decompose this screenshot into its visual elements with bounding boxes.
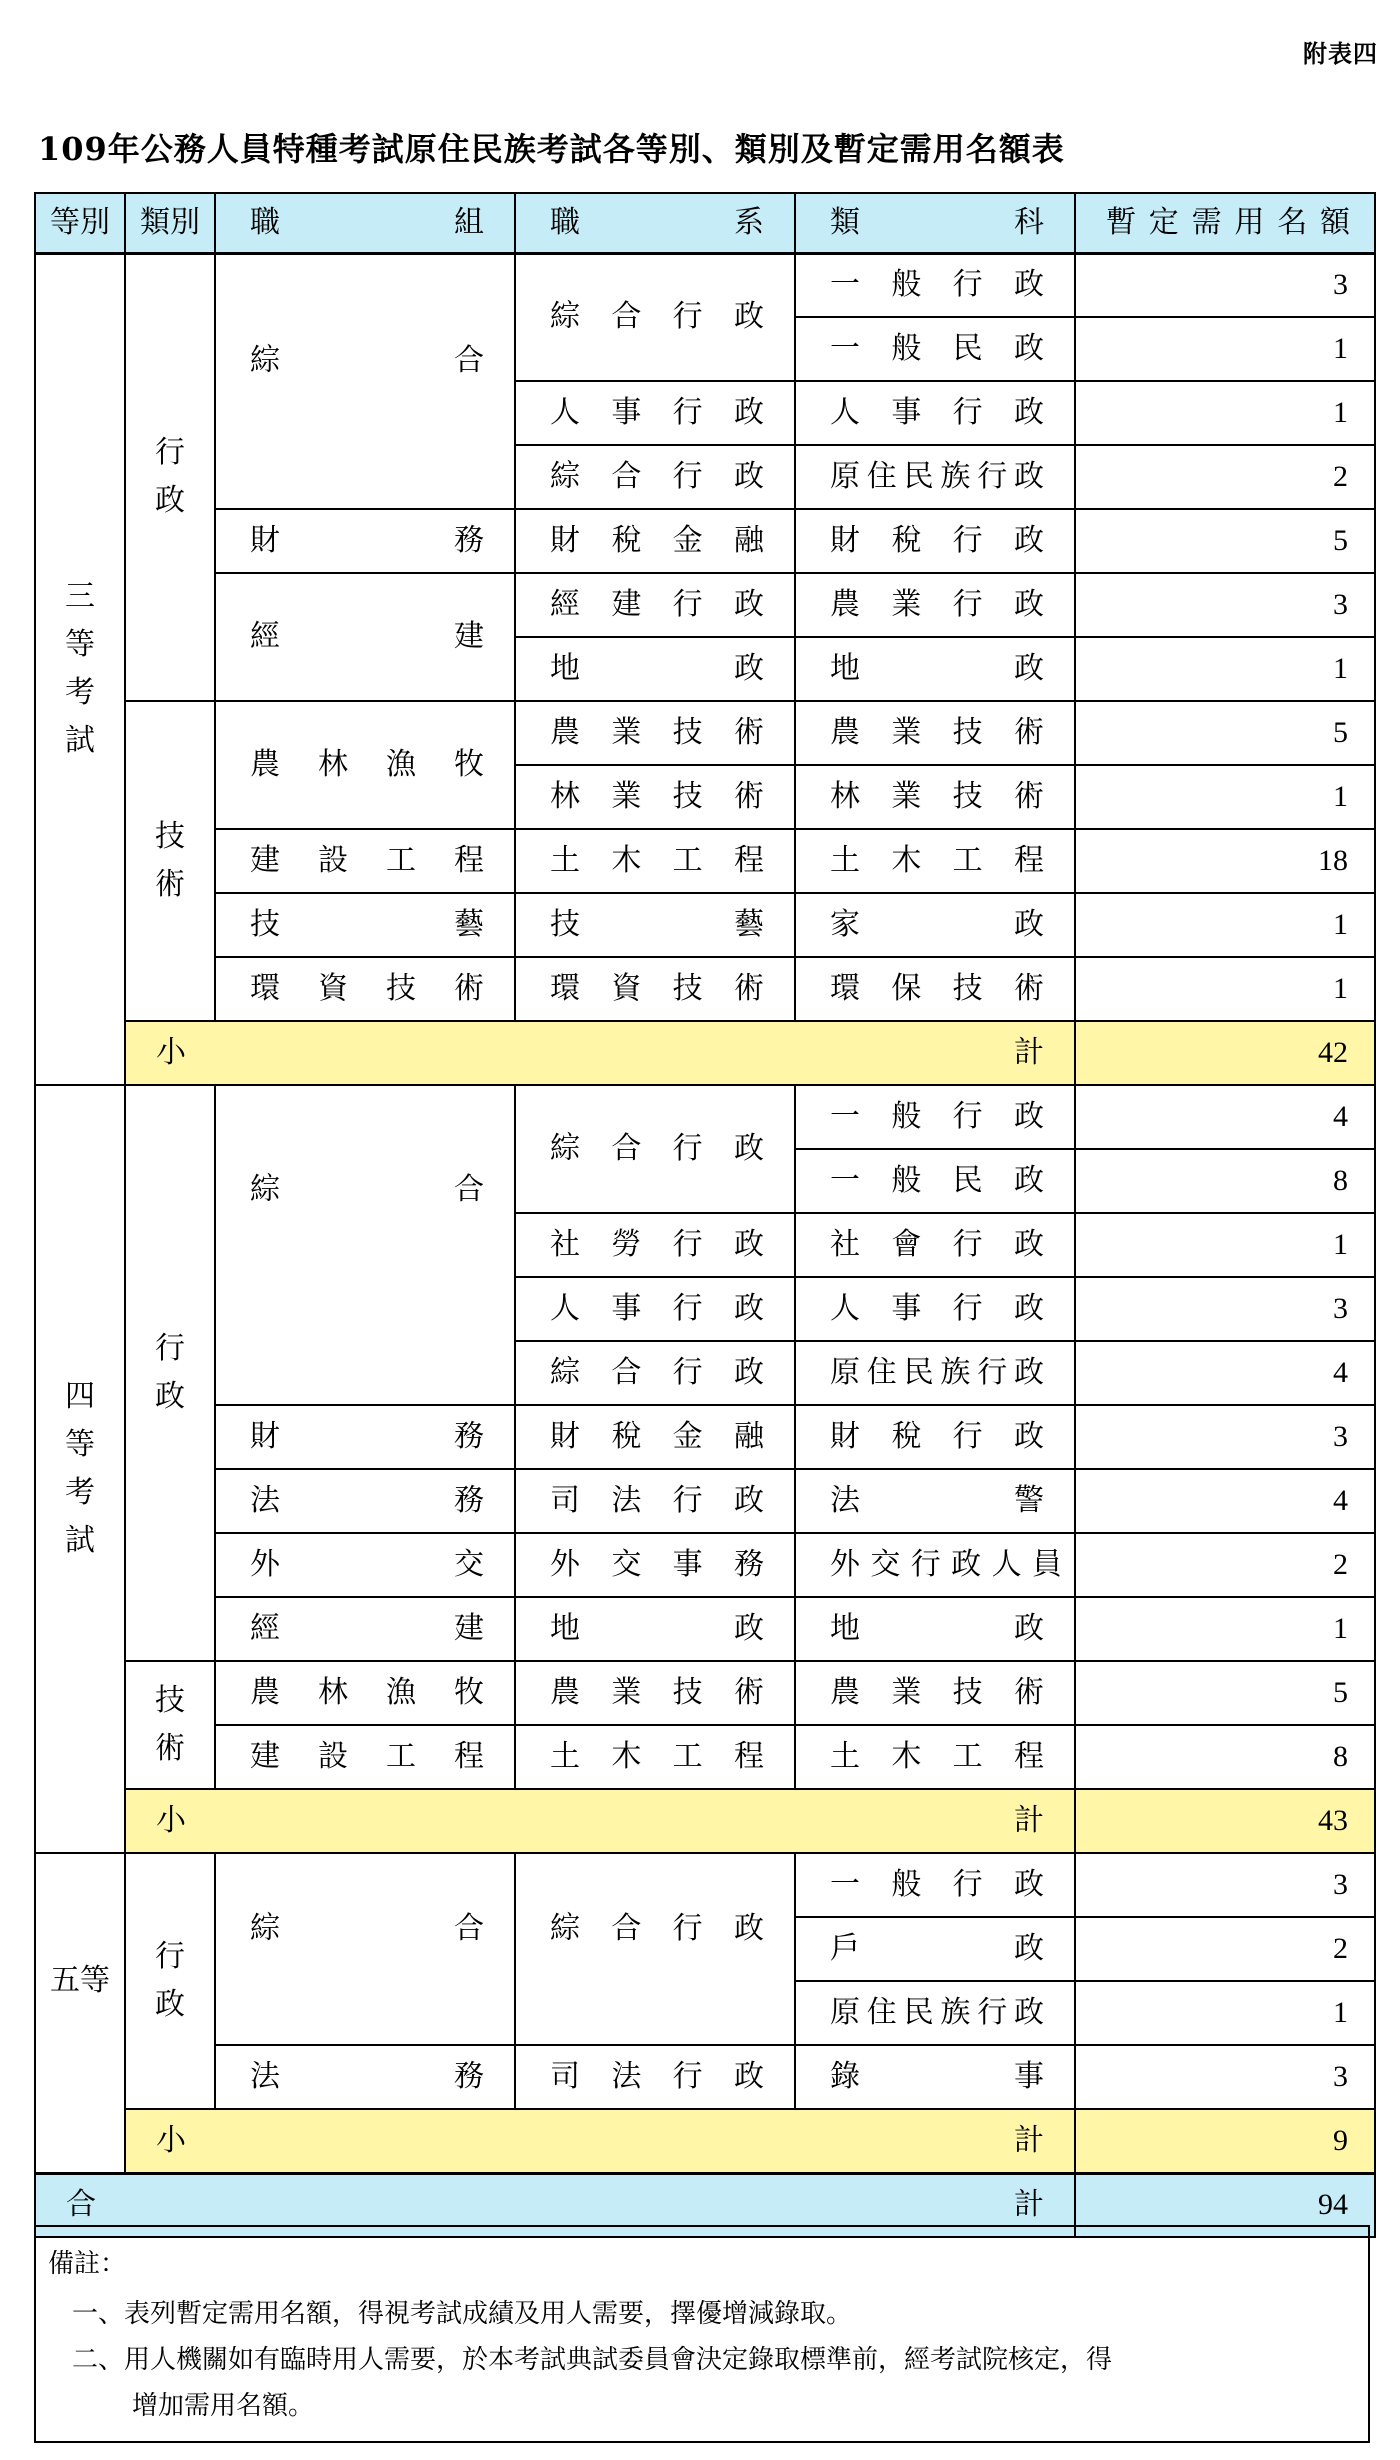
quota-cell: 1 <box>1075 1213 1375 1277</box>
quota-cell: 1 <box>1075 893 1375 957</box>
table-row <box>35 573 1375 637</box>
table-row <box>35 701 1375 765</box>
quota-cell: 1 <box>1075 637 1375 701</box>
subject-cell: 財 稅 行 政 <box>795 509 1075 573</box>
group-cell: 法 務 <box>215 1469 515 1533</box>
grade-cell-3: 三 等 考 試 <box>35 253 125 1085</box>
quota-cell: 3 <box>1075 1277 1375 1341</box>
series-cell: 司 法 行 政 <box>515 1469 795 1533</box>
series-cell: 技 藝 <box>515 893 795 957</box>
quota-cell: 1 <box>1075 317 1375 381</box>
group-cell: 經 建 <box>215 573 515 701</box>
header-category: 類別 <box>125 193 215 253</box>
header-subject: 類 科 <box>795 193 1075 253</box>
table-row <box>35 2045 1375 2109</box>
quota-cell: 1 <box>1075 957 1375 1021</box>
group-cell: 財 務 <box>215 509 515 573</box>
category-cell-admin: 行 政 <box>125 1853 215 2109</box>
page-title: 109年公務人員特種考試原住民族考試各等別、類別及暫定需用名額表 <box>38 130 1065 168</box>
header-grade: 等別 <box>35 193 125 253</box>
series-cell: 財 稅 金 融 <box>515 509 795 573</box>
subtotal-row <box>35 2109 1375 2173</box>
subject-cell: 農 業 技 術 <box>795 701 1075 765</box>
quota-cell: 8 <box>1075 1149 1375 1213</box>
quota-table <box>34 192 1376 2238</box>
note-item-2: 二、用人機關如有臨時用人需要，於本考試典試委員會決定錄取標準前，經考試院核定，得 <box>72 2345 1113 2375</box>
series-cell: 綜 合 行 政 <box>515 253 795 381</box>
group-cell: 建 設 工 程 <box>215 1725 515 1789</box>
subject-cell: 農 業 技 術 <box>795 1661 1075 1725</box>
table-header-row <box>35 193 1375 253</box>
subject-cell: 原 住 民 族 行 政 <box>795 1981 1075 2045</box>
notes-box <box>34 2225 1370 2443</box>
series-cell: 地 政 <box>515 1597 795 1661</box>
subtotal-label: 小 計 <box>125 1789 1075 1853</box>
subject-cell: 財 稅 行 政 <box>795 1405 1075 1469</box>
grade-cell-4: 四 等 考 試 <box>35 1085 125 1853</box>
series-cell: 經 建 行 政 <box>515 573 795 637</box>
quota-cell: 1 <box>1075 1597 1375 1661</box>
subject-cell: 土 木 工 程 <box>795 829 1075 893</box>
grade-cell-5: 五等 <box>35 1853 125 2173</box>
header-series: 職 系 <box>515 193 795 253</box>
group-cell: 農 林 漁 牧 <box>215 701 515 829</box>
subject-cell: 土 木 工 程 <box>795 1725 1075 1789</box>
table-row <box>35 253 1375 317</box>
table-row <box>35 509 1375 573</box>
grand-total-value: 94 <box>1075 2173 1375 2237</box>
group-cell: 綜 合 <box>215 253 515 509</box>
annex-label: 附表四 <box>1303 39 1378 68</box>
group-cell: 財 務 <box>215 1405 515 1469</box>
quota-cell: 4 <box>1075 1469 1375 1533</box>
quota-cell: 4 <box>1075 1085 1375 1149</box>
quota-cell: 1 <box>1075 381 1375 445</box>
subject-cell: 原 住 民 族 行 政 <box>795 1341 1075 1405</box>
header-group: 職 組 <box>215 193 515 253</box>
series-cell: 地 政 <box>515 637 795 701</box>
grand-total-label: 合 計 <box>35 2173 1075 2237</box>
group-cell: 綜 合 <box>215 1853 515 2045</box>
table-row <box>35 957 1375 1021</box>
table-row <box>35 1853 1375 1917</box>
subject-cell: 錄 事 <box>795 2045 1075 2109</box>
subject-cell: 一 般 民 政 <box>795 317 1075 381</box>
table-row <box>35 829 1375 893</box>
header-quota: 暫 定 需 用 名 額 <box>1075 193 1375 253</box>
series-cell: 土 木 工 程 <box>515 829 795 893</box>
subject-cell: 一 般 行 政 <box>795 1085 1075 1149</box>
quota-cell: 5 <box>1075 509 1375 573</box>
quota-cell: 18 <box>1075 829 1375 893</box>
series-cell: 社 勞 行 政 <box>515 1213 795 1277</box>
series-cell: 財 稅 金 融 <box>515 1405 795 1469</box>
quota-cell: 3 <box>1075 1405 1375 1469</box>
subject-cell: 人 事 行 政 <box>795 381 1075 445</box>
subject-cell: 一 般 民 政 <box>795 1149 1075 1213</box>
category-cell-admin: 行 政 <box>125 253 215 701</box>
quota-cell: 3 <box>1075 253 1375 317</box>
series-cell: 農 業 技 術 <box>515 1661 795 1725</box>
subtotal-value: 42 <box>1075 1021 1375 1085</box>
quota-cell: 3 <box>1075 573 1375 637</box>
series-cell: 環 資 技 術 <box>515 957 795 1021</box>
subject-cell: 農 業 行 政 <box>795 573 1075 637</box>
table-row <box>35 1725 1375 1789</box>
subject-cell: 地 政 <box>795 637 1075 701</box>
group-cell: 法 務 <box>215 2045 515 2109</box>
subject-cell: 林 業 技 術 <box>795 765 1075 829</box>
notes-title: 備註： <box>48 2249 127 2279</box>
subtotal-label: 小 計 <box>125 1021 1075 1085</box>
series-cell: 司 法 行 政 <box>515 2045 795 2109</box>
subject-cell: 戶 政 <box>795 1917 1075 1981</box>
table-row <box>35 1469 1375 1533</box>
group-cell: 經 建 <box>215 1597 515 1661</box>
table-row <box>35 1597 1375 1661</box>
series-cell: 綜 合 行 政 <box>515 445 795 509</box>
table-row <box>35 1085 1375 1149</box>
quota-cell: 2 <box>1075 445 1375 509</box>
note-item-1: 一、表列暫定需用名額，得視考試成績及用人需要，擇優增減錄取。 <box>72 2299 853 2329</box>
quota-cell: 3 <box>1075 2045 1375 2109</box>
table-row <box>35 1533 1375 1597</box>
quota-cell: 2 <box>1075 1917 1375 1981</box>
subtotal-row <box>35 1789 1375 1853</box>
subject-cell: 一 般 行 政 <box>795 1853 1075 1917</box>
group-cell: 綜 合 <box>215 1085 515 1405</box>
series-cell: 土 木 工 程 <box>515 1725 795 1789</box>
subject-cell: 原 住 民 族 行 政 <box>795 445 1075 509</box>
category-cell-tech: 技 術 <box>125 1661 215 1789</box>
subject-cell: 人 事 行 政 <box>795 1277 1075 1341</box>
group-cell: 環 資 技 術 <box>215 957 515 1021</box>
subtotal-value: 43 <box>1075 1789 1375 1853</box>
quota-cell: 1 <box>1075 1981 1375 2045</box>
group-cell: 技 藝 <box>215 893 515 957</box>
quota-cell: 5 <box>1075 701 1375 765</box>
subtotal-value: 9 <box>1075 2109 1375 2173</box>
subject-cell: 一 般 行 政 <box>795 253 1075 317</box>
quota-cell: 4 <box>1075 1341 1375 1405</box>
note-item-2-continued: 增加需用名額。 <box>132 2391 315 2421</box>
quota-cell: 8 <box>1075 1725 1375 1789</box>
group-cell: 建 設 工 程 <box>215 829 515 893</box>
table-row <box>35 893 1375 957</box>
category-cell-tech: 技 術 <box>125 701 215 1021</box>
group-cell: 外 交 <box>215 1533 515 1597</box>
series-cell: 林 業 技 術 <box>515 765 795 829</box>
series-cell: 綜 合 行 政 <box>515 1853 795 2045</box>
series-cell: 外 交 事 務 <box>515 1533 795 1597</box>
subtotal-label: 小 計 <box>125 2109 1075 2173</box>
subject-cell: 地 政 <box>795 1597 1075 1661</box>
series-cell: 人 事 行 政 <box>515 1277 795 1341</box>
quota-cell: 3 <box>1075 1853 1375 1917</box>
subject-cell: 法 警 <box>795 1469 1075 1533</box>
subject-cell: 環 保 技 術 <box>795 957 1075 1021</box>
subject-cell: 家 政 <box>795 893 1075 957</box>
series-cell: 人 事 行 政 <box>515 381 795 445</box>
subtotal-row <box>35 1021 1375 1085</box>
series-cell: 農 業 技 術 <box>515 701 795 765</box>
series-cell: 綜 合 行 政 <box>515 1085 795 1213</box>
series-cell: 綜 合 行 政 <box>515 1341 795 1405</box>
quota-cell: 5 <box>1075 1661 1375 1725</box>
table-row <box>35 1405 1375 1469</box>
subject-cell: 社 會 行 政 <box>795 1213 1075 1277</box>
quota-cell: 1 <box>1075 765 1375 829</box>
category-cell-admin: 行 政 <box>125 1085 215 1661</box>
subject-cell: 外 交 行 政 人 員 <box>795 1533 1075 1597</box>
table-row <box>35 1661 1375 1725</box>
quota-cell: 2 <box>1075 1533 1375 1597</box>
group-cell: 農 林 漁 牧 <box>215 1661 515 1725</box>
